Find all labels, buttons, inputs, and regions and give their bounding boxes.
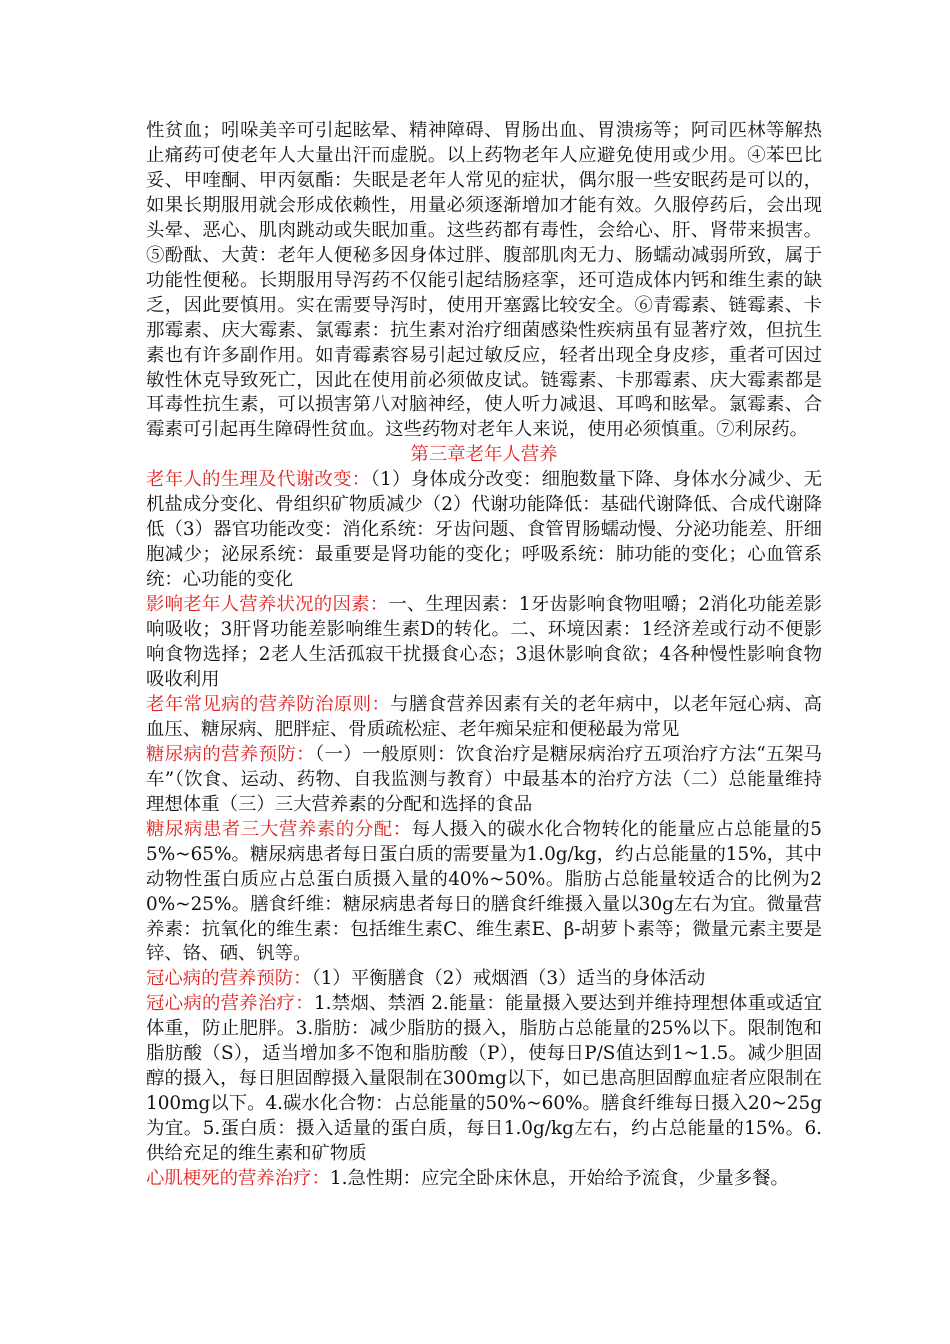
section-mi-treatment <box>146 1167 822 1192</box>
section-heading: 老年人的生理及代谢改变： <box>146 469 371 491</box>
section-heading: 冠心病的营养治疗： <box>146 993 314 1015</box>
section-heading: 心肌梗死的营养治疗： <box>146 1168 330 1190</box>
section-diabetes-prevention <box>146 743 822 818</box>
section-physiology <box>146 468 822 593</box>
chapter-title: 第三章老年人营养 <box>410 444 558 466</box>
intro-paragraph: 性贫血；吲哚美辛可引起眩晕、精神障碍、胃肠出血、胃溃疡等；阿司匹林等解热止痛药可使老年人大量出汗而虚脱。以上药物老年人应避免使用或少用。④苯巴比妥、甲喹酮、甲丙氨酯：失眠是老年人常见的症状，偶尔服一些安眠药是可以的，如果长期服用就会形成依赖性，用量必须逐渐增加才能有效。久服停药后，会出现头晕、恶心、肌肉跳动或失眠加重。这些药都有毒性，会给心、肝、肾带来损害。⑤酚酞、大黄：老年人便秘多因身体过胖、腹部肌肉无力、肠蠕动减弱所致，属于功能性便秘。长期服用导泻药不仅能引起结肠痉挛，还可造成体内钙和维生素的缺乏，因此要慎用。实在需要导泻时，使用开塞露比较安全。⑥青霉素、链霉素、卡那霉素、庆大霉素、氯霉素：抗生素对治疗细菌感染性疾病虽有显著疗效，但抗生素也有许多副作用。如青霉素容易引起过敏反应，轻者出现全身皮疹，重者可因过敏性休克导致死亡，因此在使用前必须做皮试。链霉素、卡那霉素、庆大霉素都是耳毒性抗生素，可以损害第八对脑神经，使人听力减退、耳鸣和眩晕。氯霉素、合霉素可引起再生障碍性贫血。这些药物对老年人来说，使用必须慎重。⑦利尿药。 <box>146 120 822 441</box>
section-heading: 冠心病的营养预防： <box>146 968 312 990</box>
page-content <box>146 119 822 1192</box>
section-chd-prevention <box>146 967 822 992</box>
section-body: 1.禁烟、禁酒 2.能量：能量摄入要达到并维持理想体重或适宜体重，防止肥胖。3.脂肪：减少脂肪的摄入，脂肪占总能量的25%以下。限制饱和脂肪酸（S），适当增加多不饱和脂肪酸（P），使每日P/S值达到1~1.5。减少胆固醇的摄入，每日胆固醇摄入量限制在300mg以下，如已患高胆固醇血症者应限制在100mg以下。4.碳水化合物：占总能量的50%~60%。膳食纤维每日摄入20~25g为宜。5.蛋白质：摄入适量的蛋白质，每日1.0g/kg左右，约占总能量的15%。6.供给充足的维生素和矿物质 <box>146 993 822 1165</box>
section-body: （1）身体成分改变：细胞数量下降、身体水分减少、无机盐成分变化、骨组织矿物质减少（2）代谢功能降低：基础代谢降低、合成代谢降低（3）器官功能改变：消化系统：牙齿问题、食管胃肠蠕动慢、分泌功能差、肝细胞减少；泌尿系统：最重要是肾功能的变化；呼吸系统：肺功能的变化；心血管系统：心功能的变化 <box>146 469 822 591</box>
section-body: （1）平衡膳食（2）戒烟酒（3）适当的身体活动 <box>311 968 706 990</box>
section-heading: 糖尿病患者三大营养素的分配： <box>146 818 412 840</box>
section-body: （一）一般原则：饮食治疗是糖尿病治疗五项治疗方法“五架马车”（饮食、运动、药物、自我监测与教育）中最基本的治疗方法（二）总能量维持理想体重（三）三大营养素的分配和选择的食品 <box>146 743 822 815</box>
section-body: 每人摄入的碳水化合物转化的能量应占总能量的55%~65%。糖尿病患者每日蛋白质的需要量为1.0g/kg，约占总能量的15%，其中动物性蛋白质应占总蛋白质摄入量的40%~50%。脂肪占总能量较适合的比例为20%~25%。膳食纤维：糖尿病患者每日的膳食纤维摄入量以30g左右为宜。微量营养素：抗氧化的维生素：包括维生素C、维生素E、β-胡萝卜素等；微量元素主要是锌、铬、硒、钒等。 <box>146 818 822 965</box>
section-chd-treatment <box>146 992 822 1167</box>
section-heading: 糖尿病的营养预防： <box>146 743 315 765</box>
section-principles <box>146 693 822 743</box>
section-factors <box>146 593 822 693</box>
section-heading: 老年常见病的营养防治原则： <box>146 693 391 715</box>
section-body: 与膳食营养因素有关的老年病中，以老年冠心病、高血压、糖尿病、肥胖症、骨质疏松症、老年痴呆症和便秘最为常见 <box>146 693 822 740</box>
section-body: 一、生理因素：1牙齿影响食物咀嚼；2消化功能差影响吸收；3肝肾功能差影响维生素D的转化。二、环境因素：1经济差或行动不便影响食物选择；2老人生活孤寂干扰摄食心态；3退休影响食欲；4各种慢性影响食物吸收利用 <box>146 594 822 690</box>
section-heading: 影响老年人营养状况的因素： <box>146 594 389 616</box>
section-body: 1.急性期：应完全卧床休息，开始给予流食，少量多餐。 <box>329 1168 789 1190</box>
section-diabetes-nutrients <box>146 818 822 968</box>
